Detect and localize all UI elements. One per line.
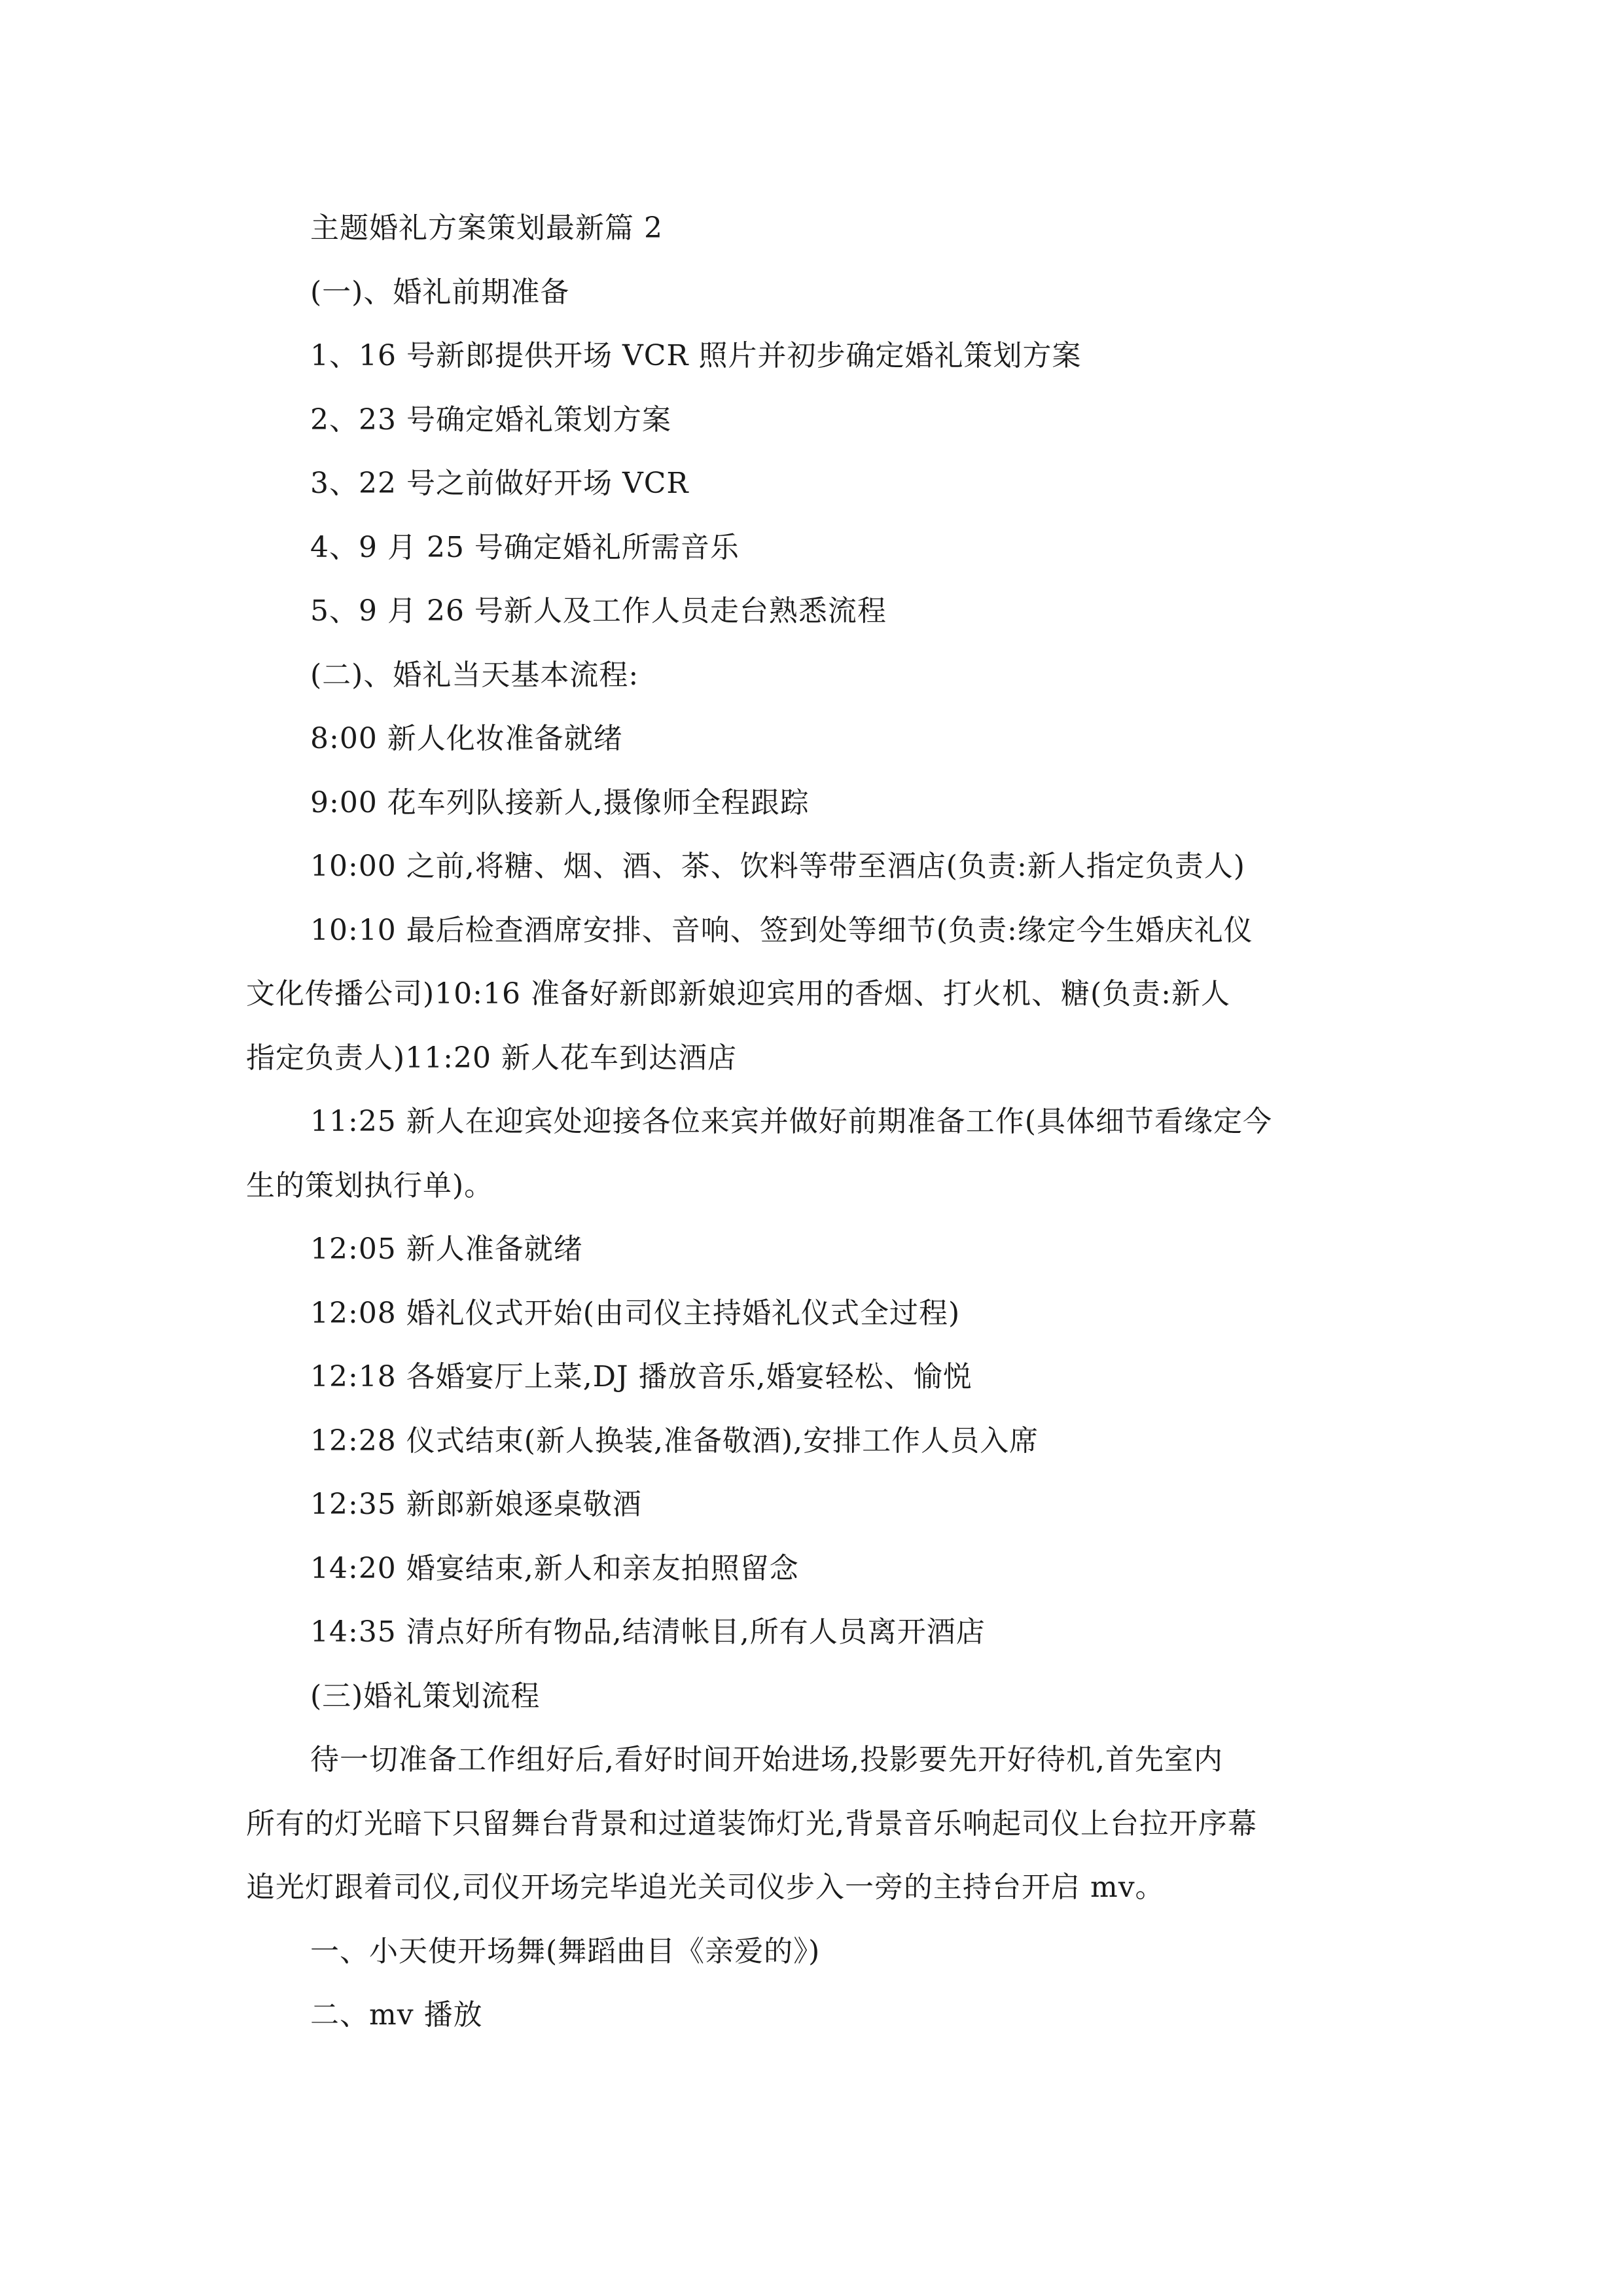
schedule-item: 14:35 清点好所有物品,结清帐目,所有人员离开酒店: [310, 1615, 986, 1649]
schedule-paragraph: [246, 1090, 1377, 1217]
paragraph-line: 10:10 最后检查酒席安排、音响、签到处等细节(负责:缘定今生婚庆礼仪: [310, 913, 1253, 947]
prep-item: 5、9 月 26 号新人及工作人员走台熟悉流程: [310, 594, 887, 628]
schedule-paragraph: [246, 899, 1377, 1090]
prep-item: 1、16 号新郎提供开场 VCR 照片并初步确定婚礼策划方案: [310, 339, 1082, 372]
flow-item: 一、小天使开场舞(舞蹈曲目《亲爱的》): [310, 1934, 821, 1968]
schedule-item: 12:05 新人准备就绪: [310, 1232, 583, 1266]
document-title: 主题婚礼方案策划最新篇 2: [310, 211, 663, 245]
paragraph-line: 11:25 新人在迎宾处迎接各位来宾并做好前期准备工作(具体细节看缘定今: [310, 1105, 1272, 1138]
prep-item: 2、23 号确定婚礼策划方案: [310, 403, 671, 437]
section-heading-flow: (三)婚礼策划流程: [310, 1679, 541, 1713]
paragraph-line: 生的策划执行单)。: [246, 1168, 494, 1202]
schedule-item: 14:20 婚宴结束,新人和亲友拍照留念: [310, 1551, 799, 1585]
schedule-item: 12:28 仪式结束(新人换装,准备敬酒),安排工作人员入席: [310, 1424, 1039, 1458]
schedule-item: 12:35 新郎新娘逐桌敬酒: [310, 1488, 642, 1521]
paragraph-line: 待一切准备工作组好后,看好时间开始进场,投影要先开好待机,首先室内: [310, 1743, 1223, 1776]
section-heading-prep: (一)、婚礼前期准备: [310, 275, 570, 309]
section-heading-day: (二)、婚礼当天基本流程:: [310, 658, 639, 692]
paragraph-line: 所有的灯光暗下只留舞台背景和过道装饰灯光,背景音乐响起司仪上台拉开序幕: [246, 1806, 1257, 1840]
paragraph-line: 追光灯跟着司仪,司仪开场完毕追光关司仪步入一旁的主持台开启 mv。: [246, 1871, 1165, 1904]
prep-item: 4、9 月 25 号确定婚礼所需音乐: [310, 530, 740, 564]
schedule-item: 12:18 各婚宴厅上菜,DJ 播放音乐,婚宴轻松、愉悦: [310, 1360, 972, 1393]
paragraph-line: 指定负责人)11:20 新人花车到达酒店: [246, 1041, 737, 1075]
paragraph-line: 文化传播公司)10:16 准备好新郎新娘迎宾用的香烟、打火机、糖(负责:新人: [246, 977, 1230, 1011]
schedule-item: 9:00 花车列队接新人,摄像师全程跟踪: [310, 785, 810, 819]
schedule-item: 8:00 新人化妆准备就绪: [310, 722, 623, 755]
document-page: [246, 196, 1377, 2047]
schedule-item: 10:00 之前,将糖、烟、酒、茶、饮料等带至酒店(负责:新人指定负责人): [310, 850, 1245, 883]
schedule-item: 12:08 婚礼仪式开始(由司仪主持婚礼仪式全过程): [310, 1296, 961, 1330]
flow-item: 二、mv 播放: [310, 1998, 483, 2032]
prep-item: 3、22 号之前做好开场 VCR: [310, 467, 689, 500]
flow-paragraph: [246, 1728, 1377, 1920]
